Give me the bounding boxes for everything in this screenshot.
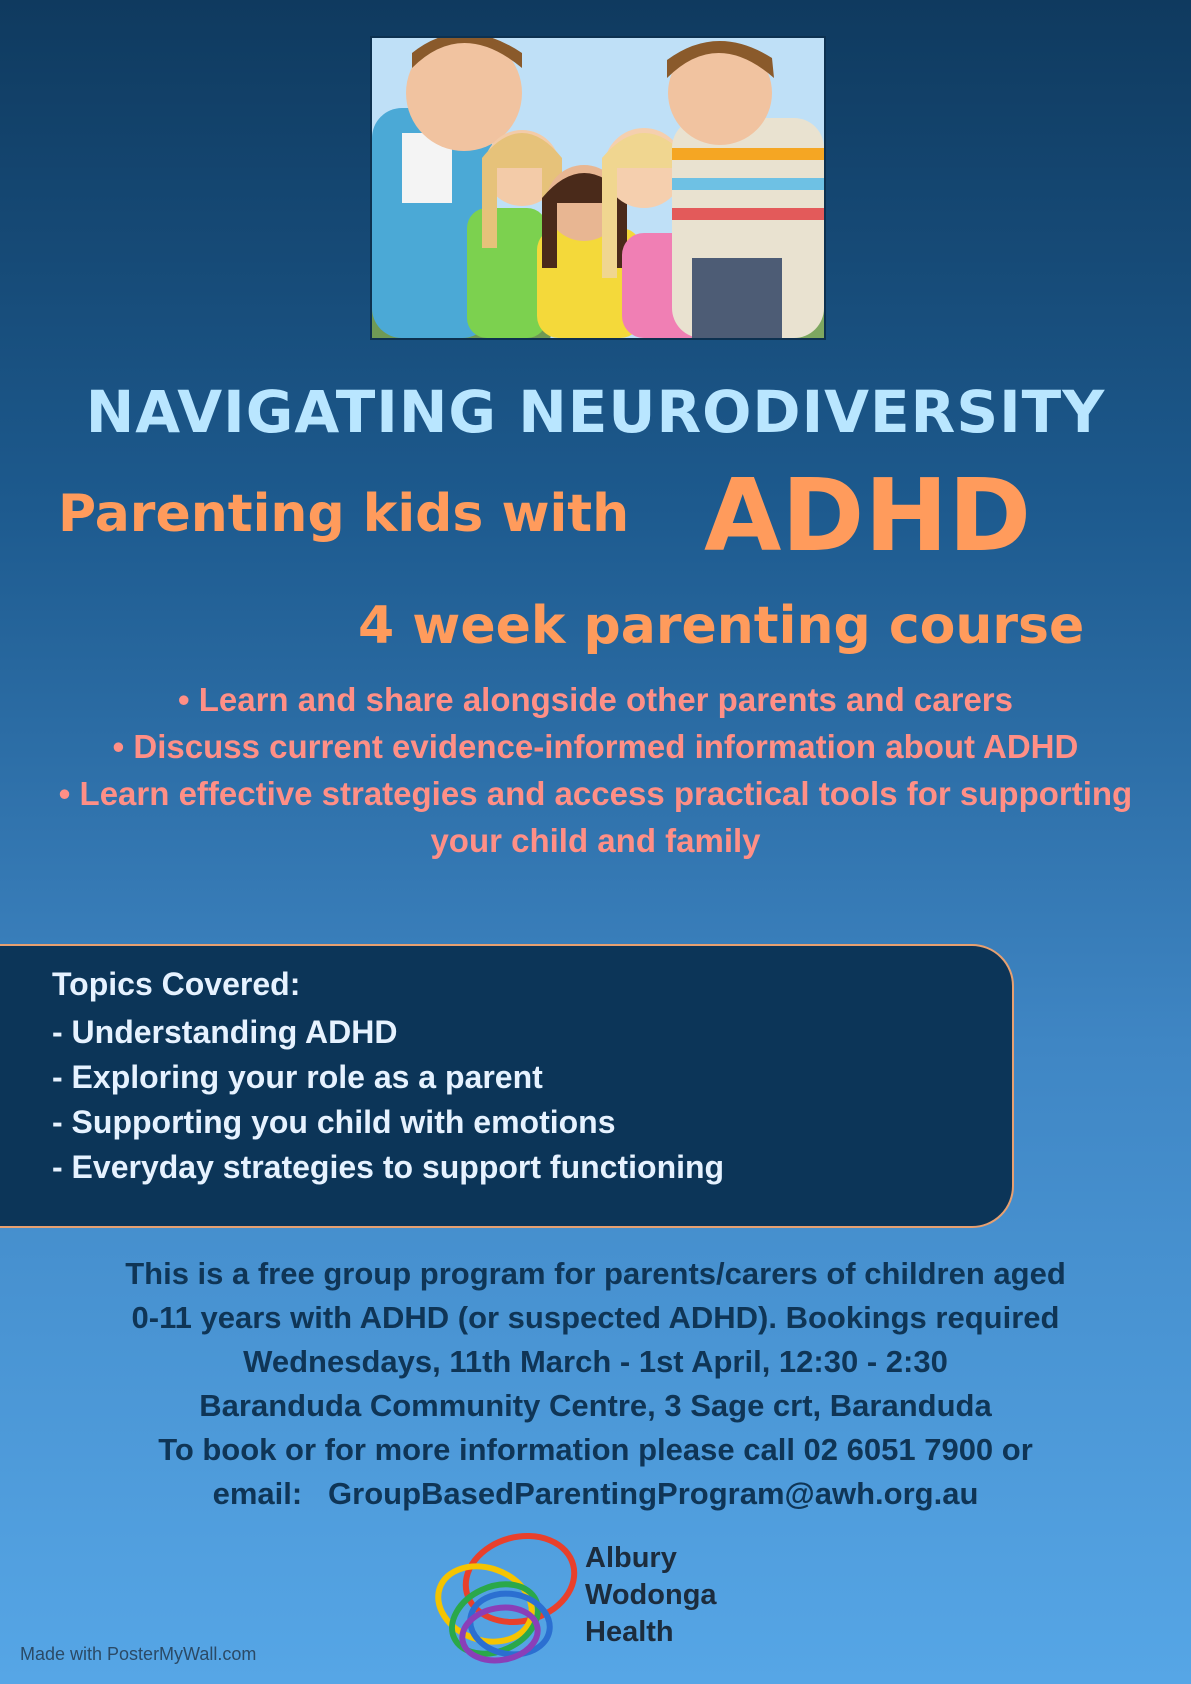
subtitle-emphasis: ADHD	[704, 457, 1032, 574]
info-schedule: Wednesdays, 11th March - 1st April, 12:30 - 2:30	[243, 1344, 948, 1379]
page-title: NAVIGATING NEURODIVERSITY	[85, 378, 1106, 446]
topic-item: - Exploring your role as a parent	[52, 1059, 543, 1095]
email-label: email:	[212, 1476, 303, 1511]
topics-title: Topics Covered:	[52, 966, 301, 1002]
rainbow-rings-logo-icon	[425, 1524, 580, 1664]
highlight-item: • Discuss current evidence-informed information about ADHD	[40, 723, 1151, 770]
course-duration: 4 week parenting course	[358, 596, 1085, 656]
topic-item: - Supporting you child with emotions	[52, 1104, 616, 1140]
info-contact: To book or for more information please call 02 6051 7900 or	[158, 1432, 1033, 1467]
highlight-item: • Learn and share alongside other parents and carers	[40, 676, 1151, 723]
highlight-item: • Learn effective strategies and access practical tools for supporting your child and family	[40, 770, 1151, 864]
info-email-line	[20, 1472, 1171, 1516]
topics-list	[52, 1010, 724, 1190]
info-line: This is a free group program for parents/carers of children aged	[125, 1256, 1066, 1291]
subtitle-prefix: Parenting kids with	[58, 484, 630, 544]
logo-line: Health	[585, 1616, 674, 1648]
info-location: Baranduda Community Centre, 3 Sage crt, Baranduda	[199, 1388, 992, 1423]
email-address[interactable]: GroupBasedParentingProgram@awh.org.au	[328, 1476, 979, 1511]
organisation-name	[585, 1540, 717, 1651]
topic-item: - Everyday strategies to support functioning	[52, 1149, 725, 1185]
logo-line: Albury	[585, 1542, 677, 1574]
credit-text: Made with PosterMyWall.com	[20, 1644, 257, 1664]
program-info	[20, 1252, 1171, 1516]
children-photo-illustration	[372, 38, 824, 338]
highlights-list	[40, 676, 1151, 864]
topics-panel	[0, 944, 1014, 1228]
children-group-photo	[370, 36, 826, 340]
info-line: 0-11 years with ADHD (or suspected ADHD). Bookings required	[131, 1300, 1060, 1335]
logo-line: Wodonga	[585, 1579, 717, 1611]
topic-item: - Understanding ADHD	[52, 1014, 398, 1050]
